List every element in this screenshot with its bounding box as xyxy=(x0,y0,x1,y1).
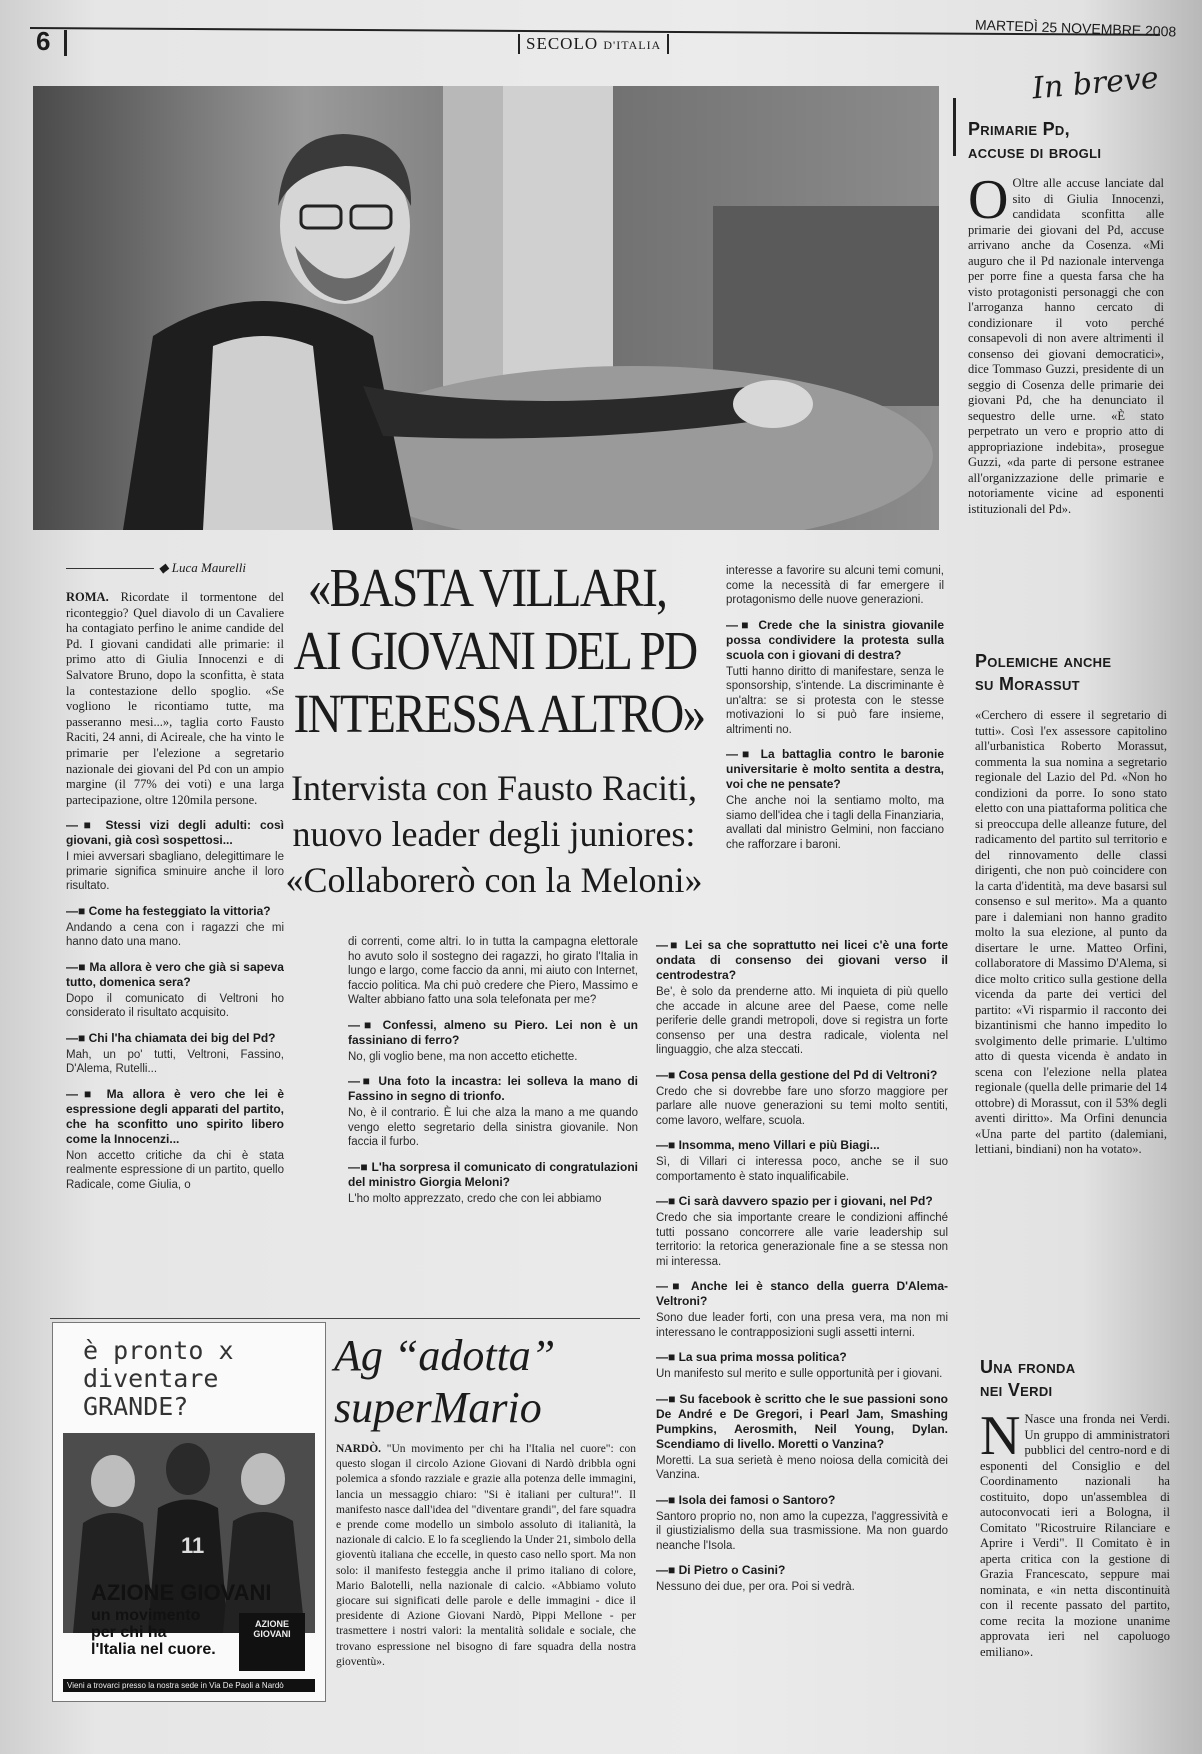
brief-title-line: accuse di brogli xyxy=(968,142,1102,162)
ag-headline-line: Ag “adotta” xyxy=(334,1331,556,1380)
question: —■ Anche lei è stanco della guerra D'Alema-Veltroni? xyxy=(656,1279,948,1309)
question: —■ Di Pietro o Casini? xyxy=(656,1563,948,1578)
brief-title xyxy=(968,118,1168,164)
question: —■ Confessi, almeno su Piero. Lei non è un fassiniano di ferro? xyxy=(348,1018,638,1048)
ag-headline-line: superMario xyxy=(334,1383,542,1432)
answer: Un manifesto sul merito e sulle opportunità per i giovani. xyxy=(656,1368,943,1380)
interview-photo xyxy=(33,86,939,530)
ag-body: "Un movimento per chi ha l'Italia nel cuore": con questo slogan il circolo Azione Giovani di Nardò dribbla ogni polemica a sfondo razziale e grazie alla potenza delle immagini, lancia un messaggio chiaro: "Si è italiani per cultura!". Il manifesto nasce dall'idea del "diventare grandi", del fare squadra e prende come modello un simbolo assoluto di italianità, la nazionale di calcio. E lo fa scegliendo la Under 21, simbolo della gioventù italiana che eccelle, in questo caso nello sport. Ma non solo: il manifesto festeggia anche il primo italiano di colore, Mario Balotelli, nella nazionale di calcio. «Abbiamo voluto giocare sui significati delle parole e delle immagini - dice il presidente di Azione Giovani Nardò, Pippi Mellone - per trasmettere i nostri valori: la mentalità solidale e sociale, che trovano espressione nel bisogno di fare squadra della nostra gioventù». xyxy=(336,1443,636,1668)
subhead-line: nuovo leader degli juniores: xyxy=(292,814,696,854)
question: —■ Una foto la incastra: lei solleva la mano di Fassino in segno di trionfo. xyxy=(348,1074,638,1104)
ad-slogan-line: per chi ha xyxy=(91,1624,167,1641)
ad-footer: Vieni a trovarci presso la nostra sede in Via De Paoli a Nardò xyxy=(63,1679,315,1692)
answer: Be', è solo da prenderne atto. Mi inquieta di più quello che accade in alcune aree del Paese, come nelle periferie delle grandi metropoli, dove si registra un forte consenso per una destra radicale, violenta nel linguaggio, che alza steccati. xyxy=(656,986,948,1056)
question: —■ Ci sarà davvero spazio per i giovani, nel Pd? xyxy=(656,1194,948,1209)
ag-headline xyxy=(334,1330,664,1434)
ad-slogan xyxy=(91,1607,216,1658)
ad-slogan-line: un movimento xyxy=(91,1607,201,1624)
answer: Credo che sia importante creare le condizioni affinché tutti possano concorrere alle varie leadership sul territorio: la retorica generazionale fine a se stessa non mi interessa. xyxy=(656,1212,948,1268)
question: —■ Lei sa che soprattutto nei licei c'è una forte ondata di consenso dei giovani verso il centrodestra? xyxy=(656,938,948,983)
article-column-4 xyxy=(656,928,948,1601)
brief-body: Nasce una fronda nei Verdi. Un gruppo di amministratori pubblici del centro-nord e di esponenti del Consiglio e del Coordinamento nazionali ha costituito, dopo un'assemblea di autoconvocati ieri a Bologna, il Comitato "Ricostruire Rilanciare e Aprire i Verdi". Il Comitato è in aperta critica con la gestione di Grazia Francescato, seppure mai nominata, e «in netta discontinuità con il recente passato del partito, come recita la mozione unanime approvata ieri nel capoluogo emiliano». xyxy=(980,1412,1170,1659)
article-column-3 xyxy=(726,564,944,858)
question: —■ Chi l'ha chiamata dei big del Pd? xyxy=(66,1031,284,1046)
masthead-small: D'ITALIA xyxy=(603,38,662,52)
question: —■ Insomma, meno Villari e più Biagi... xyxy=(656,1138,948,1153)
brief-dropcap: N xyxy=(980,1405,1021,1467)
answer: No, è il contrario. È lui che alza la mano a me quando vengo eletto segretario della sinistra giovanile. Non faccia il furbo. xyxy=(348,1107,638,1148)
answer: Santoro proprio no, non amo la cupezza, l'aggressività e il giustizialismo della sua trasmissione. Ma non guardo neanche l'Isola. xyxy=(656,1510,948,1552)
answer: Andando a cena con i ragazzi che mi hanno dato una mano. xyxy=(66,921,284,949)
brief-title-line: Primarie Pd, xyxy=(968,119,1070,139)
question: —■ Come ha festeggiato la vittoria? xyxy=(66,904,284,919)
brief-title-line: nei Verdi xyxy=(980,1380,1053,1400)
section-rule xyxy=(50,1318,640,1319)
lead-paragraph xyxy=(66,590,284,808)
answer-continued: interesse a favorire su alcuni temi comuni, come la necessità di far emergere il protagonismo delle nuove generazioni. xyxy=(726,565,944,606)
issue-date: MARTEDÌ 25 NOVEMBRE 2008 xyxy=(974,16,1177,40)
ag-city: NARDÒ. xyxy=(336,1443,382,1455)
headline-line: INTERESSA ALTRO» xyxy=(293,683,705,744)
answer: Tutti hanno diritto di manifestare, senza le sponsorship, s'intende. La discriminante è un'altra: se si protesta con le stesse motivazioni lo si può fare insieme, altrimenti no. xyxy=(726,665,944,736)
brief-title xyxy=(980,1356,1170,1402)
page-number-divider xyxy=(64,30,67,56)
ag-article xyxy=(336,1442,636,1670)
answer: Credo che si dovrebbe fare uno sforzo maggiore per parlare alle nuove generazioni su temi molto sentiti, come lavoro, welfare, scuola. xyxy=(656,1085,948,1127)
lead-city: ROMA. xyxy=(66,590,109,604)
answer: Non accetto critiche da chi è stata realmente espressione di un partito, quello Radicale, come Giulia, o xyxy=(66,1149,284,1191)
brief-text xyxy=(980,1405,1170,1660)
brief-dropcap: O xyxy=(968,169,1009,231)
answer: Che anche noi la sentiamo molto, ma siamo dell'idea che i tagli della Finanziaria, avallati dal ministro Gelmini, non facciano che rafforzare i baroni. xyxy=(726,795,944,851)
ad-brand: AZIONE GIOVANI xyxy=(91,1580,272,1605)
page-number: 6 xyxy=(36,26,51,56)
subheadline xyxy=(270,765,718,903)
brief-text xyxy=(968,169,1164,517)
answer: No, gli voglio bene, ma non accetto etichette. xyxy=(348,1050,578,1063)
answer: Sono due leader forti, con una presa vera, ma non mi interessano le contrapposizioni sugli assetti interni. xyxy=(656,1312,948,1339)
azione-giovani-ad xyxy=(52,1322,326,1702)
brief-title-line: su Morassut xyxy=(975,674,1080,694)
byline: ◆ Luca Maurelli xyxy=(158,560,246,575)
answer-continued: di correnti, come altri. Io in tutta la campagna elettorale ho avuto solo il sostegno dei ragazzi, ho girato l'Italia in lungo e largo, come faccio da anni, mi aiuto con Internet, faccio politica. Ma chi può credere che Piero, Massimo e Walter abbiano fatto una sola telefonata per me? xyxy=(348,936,638,1006)
article-column-1 xyxy=(66,590,284,1198)
brief-title-line: Polemiche anche xyxy=(975,651,1112,671)
ad-title: è pronto x diventare GRANDE? xyxy=(83,1336,234,1421)
ad-logo-badge: AZIONE GIOVANI xyxy=(239,1613,305,1671)
answer: I miei avversari sbagliano, delegittimare le primarie significa sminuire anche il loro risultato. xyxy=(66,851,284,893)
question: —■ Crede che la sinistra giovanile possa condividere la protesta sulla scuola con i giovani di destra? xyxy=(726,618,944,663)
sidebar-accent-bar xyxy=(953,98,956,156)
brief-text xyxy=(975,708,1167,1158)
brief-body: «Cerchero di essere il segretario di tutti». Così l'ex assessore capitolino all'urbanistica Roberto Morassut, commenta la sua nomina a segretario regionale del Lazio del Pd. «Non ho condizioni da porre. Io sono stato eletto con una piattaforma politica che si preoccupa delle alleanze future, del radicamento del partito sul territorio e del rinnovamento delle classi dirigenti, che non può coincidere con la carta d'identità, ma deve basarsi sul consenso e sul merito». Ma a quanto pare i dalemiani non hanno gradito molto la sua elezione, al punto da disertare le urne. Matteo Orfini, collaboratore di Massimo D'Alema, si dice molto critico sulla gestione della vicenda da parte dei vertici del partito: «Vi risparmio il racconto dei bizantinismi che hanno impedito lo svolgimento delle primarie. L'ultimo atto di questa vicenda è andato in scena con l'elezione nella platea regionale (quella delle primarie del 14 ottobre) di Morassut, con il 53% degli aventi diritto». Ma Orfini denuncia «Una parte del partito (dalemiani, lettiani, bindiani) non ha votato». xyxy=(975,708,1167,1156)
brief-title-line: Una fronda xyxy=(980,1357,1076,1377)
svg-text:11: 11 xyxy=(181,1533,205,1558)
subhead-line: Intervista con Fausto Raciti, xyxy=(291,768,697,808)
question: —■ Cosa pensa della gestione del Pd di Veltroni? xyxy=(656,1068,948,1083)
answer: Dopo il comunicato di Veltroni ho considerato il risultato acquisito. xyxy=(66,992,284,1020)
subhead-line: «Collaborerò con la Meloni» xyxy=(285,860,703,900)
question: —■ Su facebook è scritto che le sue passioni sono De André e De Gregori, i Pearl Jam, Smashing Pumpkins, Aerosmith, Neil Young, Dylan. Scendiamo di livello. Moretti o Vanzina? xyxy=(656,1392,948,1452)
portrait-illustration xyxy=(33,86,939,530)
headline xyxy=(293,556,705,745)
masthead-main: SECOLO xyxy=(526,34,599,53)
question: —■ Isola dei famosi o Santoro? xyxy=(656,1493,948,1508)
question: —■ La battaglia contro le baronie universitarie è molto sentita a destra, voi che ne pensate? xyxy=(726,747,944,792)
brief-title xyxy=(975,650,1175,696)
answer: Mah, un po' tutti, Veltroni, Fassino, D'Alema, Rutelli... xyxy=(66,1048,284,1076)
answer: Nessuno dei due, per ora. Poi si vedrà. xyxy=(656,1581,855,1593)
in-breve-logo: In breve xyxy=(1030,60,1161,107)
article-column-2 xyxy=(348,935,638,1212)
answer: Sì, di Villari ci interessa poco, anche se il suo comportamento è stato inqualificabile. xyxy=(656,1156,948,1183)
question: —■ La sua prima mossa politica? xyxy=(656,1350,948,1365)
brief-body: Oltre alle accuse lanciate dal sito di Giulia Innocenzi, candidata sconfitta alle primarie dei giovani del Pd, accuse arrivano anche da Cosenza. «Mi auguro che il Pd nazionale intervenga per porre fine a questa farsa che ha visto protagonisti personaggi che con l'arroganza hanno cercato di condizionare il voto perché consapevoli di non avere altrimenti il consenso dei giovani democratici», dice Tommaso Guzzi, presidente di un seggio di Cosenza delle primarie dei giovani Pd, che ha denunciato il sequestro delle urne. «È stato perpetrato un vero e proprio atto di appropriazione indebita», prosegue Guzzi, «da parte di persone estranee all'organizzazione delle primarie e notoriamente vicine ad esponenti istituzionali del Pd». xyxy=(968,176,1164,516)
question: —■ L'ha sorpresa il comunicato di congratulazioni del ministro Giorgia Meloni? xyxy=(348,1160,638,1190)
byline-author: Luca Maurelli xyxy=(171,560,246,575)
lead-text: Ricordate il tormentone del riconteggio? Quel diavolo di un Cavaliere ha contagiato perfino le anime candide del Pd. I giovani candidati alle primarie: il primo atto di Giulia Innocenzi e di Salvatore Bruno, dopo la sconfitta, è stata la contestazione dello spoglio. «Se vogliono le ricontiamo tutte, ma passeranno mesi...», taglia corto Fausto Raciti, 24 anni, di Acireale, che ha vinto le primarie per l'elezione a segretario nazionale dei giovani del Pd con un ampio margine (il 77% dei voti) e una larga partecipazione, oltre 120mila persone. xyxy=(66,590,284,807)
question: —■ Ma allora è vero che lei è espressione degli apparati del partito, che ha sconfitto uno spirito libero come la Innocenzi... xyxy=(66,1087,284,1147)
ad-slogan-line: l'Italia nel cuore. xyxy=(91,1641,216,1658)
question: —■ Ma allora è vero che già si sapeva tutto, domenica sera? xyxy=(66,960,284,990)
answer: L'ho molto apprezzato, credo che con lei abbiamo xyxy=(348,1192,602,1205)
question: —■ Stessi vizi degli adulti: così giovani, già così sospettosi... xyxy=(66,818,284,848)
answer: Moretti. La sua serietà è meno noiosa della comicità dei Vanzina. xyxy=(656,1454,948,1481)
headline-line: AI GIOVANI DEL PD xyxy=(293,620,697,681)
masthead xyxy=(518,34,669,54)
headline-line: «BASTA VILLARI, xyxy=(307,557,667,618)
